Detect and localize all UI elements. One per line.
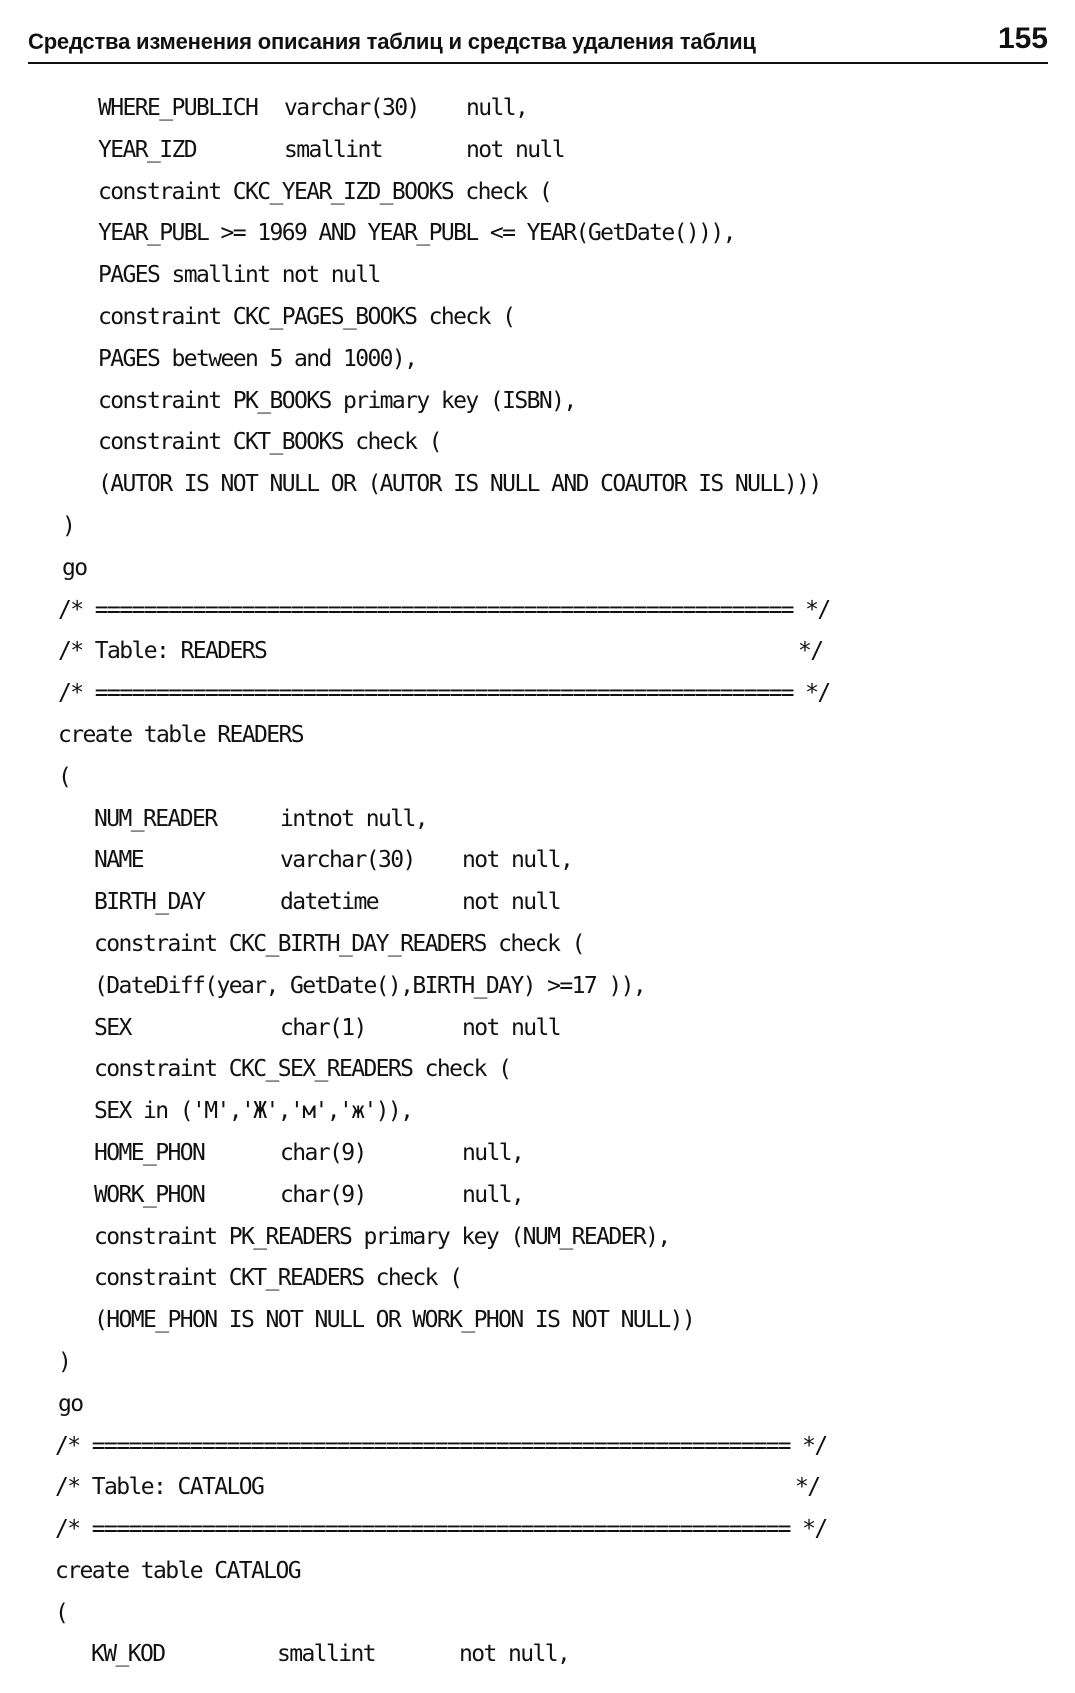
code-line-column-1: (HOME_PHON IS NOT NULL OR WORK_PHON IS NOT NULL)): [94, 1307, 695, 1334]
code-line: [0, 1634, 1075, 1676]
code-line-column-2: intnot null,: [280, 805, 427, 832]
code-line: [0, 1426, 1075, 1468]
code-line-column-1: NAME: [94, 847, 143, 874]
code-line-column-1: /* ========================================================= */: [55, 1432, 827, 1459]
code-line-column-1: constraint PK_READERS primary key (NUM_READER),: [94, 1223, 670, 1250]
code-line: [0, 506, 1075, 548]
code-line: [0, 422, 1075, 464]
code-line: [0, 1384, 1075, 1426]
code-line: [0, 673, 1075, 715]
code-line-column-3: null,: [462, 1181, 524, 1208]
code-line-column-1: /* Table: READERS: [58, 638, 267, 665]
code-line: [0, 1300, 1075, 1342]
code-line-column-1: go: [58, 1390, 83, 1417]
code-line-column-1: ): [62, 512, 75, 539]
code-line-column-1: SEX in ('M','Ж','м','ж')),: [94, 1098, 413, 1125]
code-line-column-2: smallint: [277, 1641, 375, 1668]
code-line: [0, 1008, 1075, 1050]
code-line-column-3: null,: [466, 95, 528, 121]
code-line-column-1: HOME_PHON: [94, 1139, 205, 1166]
running-title: Средства изменения описания таблиц и средства удаления таблиц: [28, 29, 756, 54]
code-line-column-1: (: [58, 763, 71, 790]
code-line-column-1: (DateDiff(year, GetDate(),BIRTH_DAY) >=17 )),: [94, 972, 646, 999]
code-line: [0, 1133, 1075, 1175]
code-line-column-1: constraint CKC_PAGES_BOOKS check (: [98, 303, 515, 330]
page-header: [28, 14, 1048, 64]
code-line-column-1: create table READERS: [58, 721, 303, 748]
code-line-column-1: constraint PK_BOOKS primary key (ISBN),: [98, 387, 576, 414]
code-line-column-1: constraint CKT_BOOKS check (: [98, 429, 441, 456]
code-line-column-2: varchar(30): [280, 847, 415, 874]
code-line-column-1: (: [55, 1599, 68, 1626]
code-line: [0, 1467, 1075, 1509]
code-line-column-1: SEX: [94, 1014, 131, 1041]
code-line-column-2: char(9): [280, 1181, 366, 1208]
code-line-column-2: char(1): [280, 1014, 366, 1041]
code-line: [0, 1551, 1075, 1593]
code-line: [0, 381, 1075, 423]
code-line-column-1: YEAR_PUBL >= 1969 AND YEAR_PUBL <= YEAR(GetDate())),: [98, 220, 735, 247]
code-line: [0, 715, 1075, 757]
code-line-column-1: NUM_READER: [94, 805, 217, 832]
code-line-column-2: */: [798, 638, 823, 665]
code-line-column-2: smallint: [284, 136, 382, 163]
code-line-column-1: constraint CKT_READERS check (: [94, 1265, 462, 1292]
code-line: [0, 1593, 1075, 1635]
code-line-column-1: ): [58, 1348, 71, 1375]
code-line-column-1: /* ========================================================= */: [58, 680, 830, 707]
code-line: [0, 1342, 1075, 1384]
code-line: [0, 1175, 1075, 1217]
code-line: [0, 548, 1075, 590]
code-line: [0, 464, 1075, 506]
code-line-column-1: constraint CKC_SEX_READERS check (: [94, 1056, 511, 1083]
code-line-column-3: null,: [462, 1139, 524, 1166]
code-line: [0, 1091, 1075, 1133]
code-line-column-1: /* ========================================================= */: [58, 596, 830, 623]
code-line: [0, 213, 1075, 255]
code-line-column-1: constraint CKC_YEAR_IZD_BOOKS check (: [98, 178, 552, 205]
code-line: [0, 924, 1075, 966]
page-number: 155: [997, 22, 1048, 55]
code-line-column-1: create table CATALOG: [55, 1557, 300, 1584]
code-line: [0, 339, 1075, 381]
code-line: [0, 840, 1075, 882]
code-line-column-3: not null,: [462, 847, 573, 874]
code-line: [0, 1217, 1075, 1259]
code-line: [0, 297, 1075, 339]
code-line: [0, 966, 1075, 1008]
code-line-column-1: BIRTH_DAY: [94, 889, 205, 916]
code-line-column-1: (AUTOR IS NOT NULL OR (AUTOR IS NULL AND COAUTOR IS NULL))): [98, 471, 821, 498]
code-line-column-2: datetime: [280, 889, 378, 916]
code-line-column-1: /* Table: CATALOG: [55, 1474, 264, 1501]
code-line-column-1: YEAR_IZD: [98, 136, 196, 163]
code-line: [0, 882, 1075, 924]
code-line-column-1: PAGES between 5 and 1000),: [98, 345, 417, 372]
code-line-column-2: varchar(30): [284, 95, 419, 121]
code-line-column-1: constraint CKC_BIRTH_DAY_READERS check (: [94, 930, 584, 957]
code-line: [0, 255, 1075, 297]
code-line-column-1: /* ========================================================= */: [55, 1516, 827, 1543]
code-line: [0, 1049, 1075, 1091]
code-line-column-3: not null: [462, 1014, 560, 1041]
code-line: [0, 757, 1075, 799]
code-line-column-1: WHERE_PUBLICH: [98, 95, 258, 121]
code-line-column-1: PAGES smallint not null: [98, 262, 380, 289]
code-line-column-1: WORK_PHON: [94, 1181, 205, 1208]
code-line-column-3: not null: [462, 889, 560, 916]
code-line: [0, 1509, 1075, 1551]
code-line-column-1: KW_KOD: [91, 1641, 165, 1668]
code-line: [0, 631, 1075, 673]
code-line-column-2: */: [795, 1474, 820, 1501]
code-line: [0, 88, 1075, 130]
code-line: [0, 590, 1075, 632]
code-line-column-3: not null,: [459, 1641, 570, 1668]
code-line-column-2: char(9): [280, 1139, 366, 1166]
code-line: [0, 799, 1075, 841]
code-line-column-1: go: [62, 554, 87, 581]
sql-code-listing: [0, 88, 1075, 1676]
code-line: [0, 1258, 1075, 1300]
code-line-column-3: not null: [466, 136, 564, 163]
code-line: [0, 172, 1075, 214]
code-line: [0, 130, 1075, 172]
